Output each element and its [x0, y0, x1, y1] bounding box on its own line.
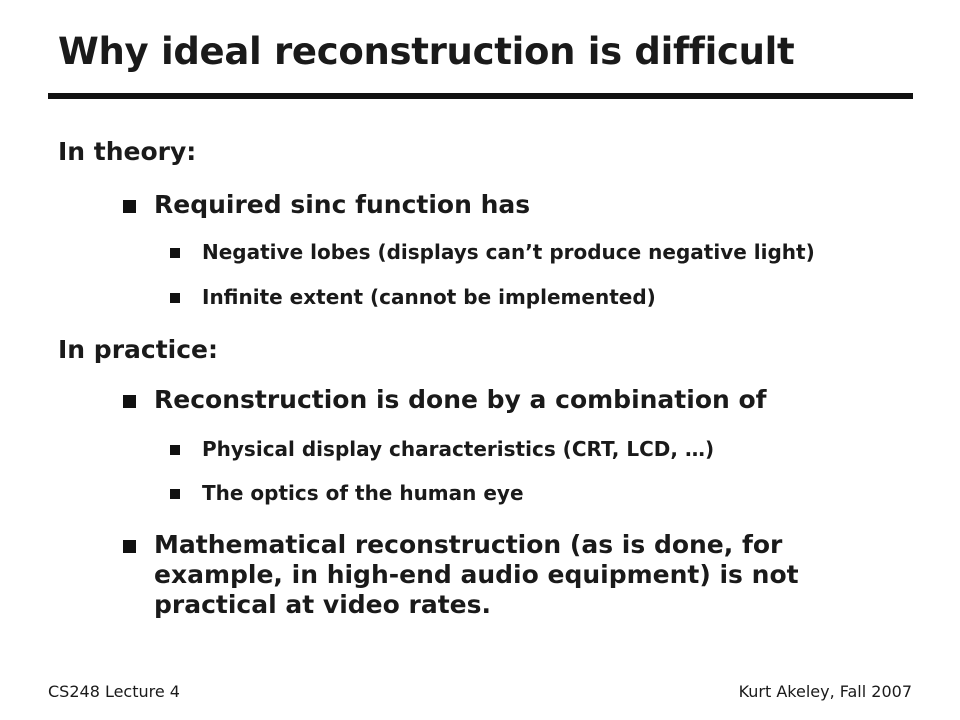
sub-bullet-text: The optics of the human eye: [202, 481, 524, 505]
square-bullet-icon: [123, 540, 136, 553]
square-bullet-icon: [170, 489, 180, 499]
square-bullet-icon: [170, 248, 180, 258]
section-heading-theory: In theory:: [58, 137, 197, 166]
footer-course: CS248 Lecture 4: [48, 682, 180, 701]
sub-bullet-item: [202, 240, 815, 264]
sub-bullet-text: Physical display characteristics (CRT, LCD, …): [202, 437, 715, 461]
bullet-text: Reconstruction is done by a combination of: [154, 385, 767, 414]
bullet-item: [154, 190, 530, 220]
sub-bullet-item: [202, 285, 656, 309]
square-bullet-icon: [170, 293, 180, 303]
title-underline: [48, 93, 913, 99]
slide-title: Why ideal reconstruction is difficult: [58, 30, 795, 73]
bullet-item: [154, 385, 767, 415]
bullet-item: [154, 530, 874, 620]
sub-bullet-text: Negative lobes (displays can’t produce negative light): [202, 240, 815, 264]
footer-author: Kurt Akeley, Fall 2007: [738, 682, 912, 701]
sub-bullet-item: [202, 481, 524, 505]
square-bullet-icon: [123, 395, 136, 408]
sub-bullet-item: [202, 437, 714, 461]
section-heading-practice: In practice:: [58, 335, 219, 364]
bullet-text: Required sinc function has: [154, 190, 531, 219]
bullet-text: Mathematical reconstruction (as is done, for example, in high-end audio equipment) is not practical at video rates.: [154, 530, 799, 619]
square-bullet-icon: [170, 445, 180, 455]
square-bullet-icon: [123, 200, 136, 213]
sub-bullet-text: Infinite extent (cannot be implemented): [202, 285, 656, 309]
